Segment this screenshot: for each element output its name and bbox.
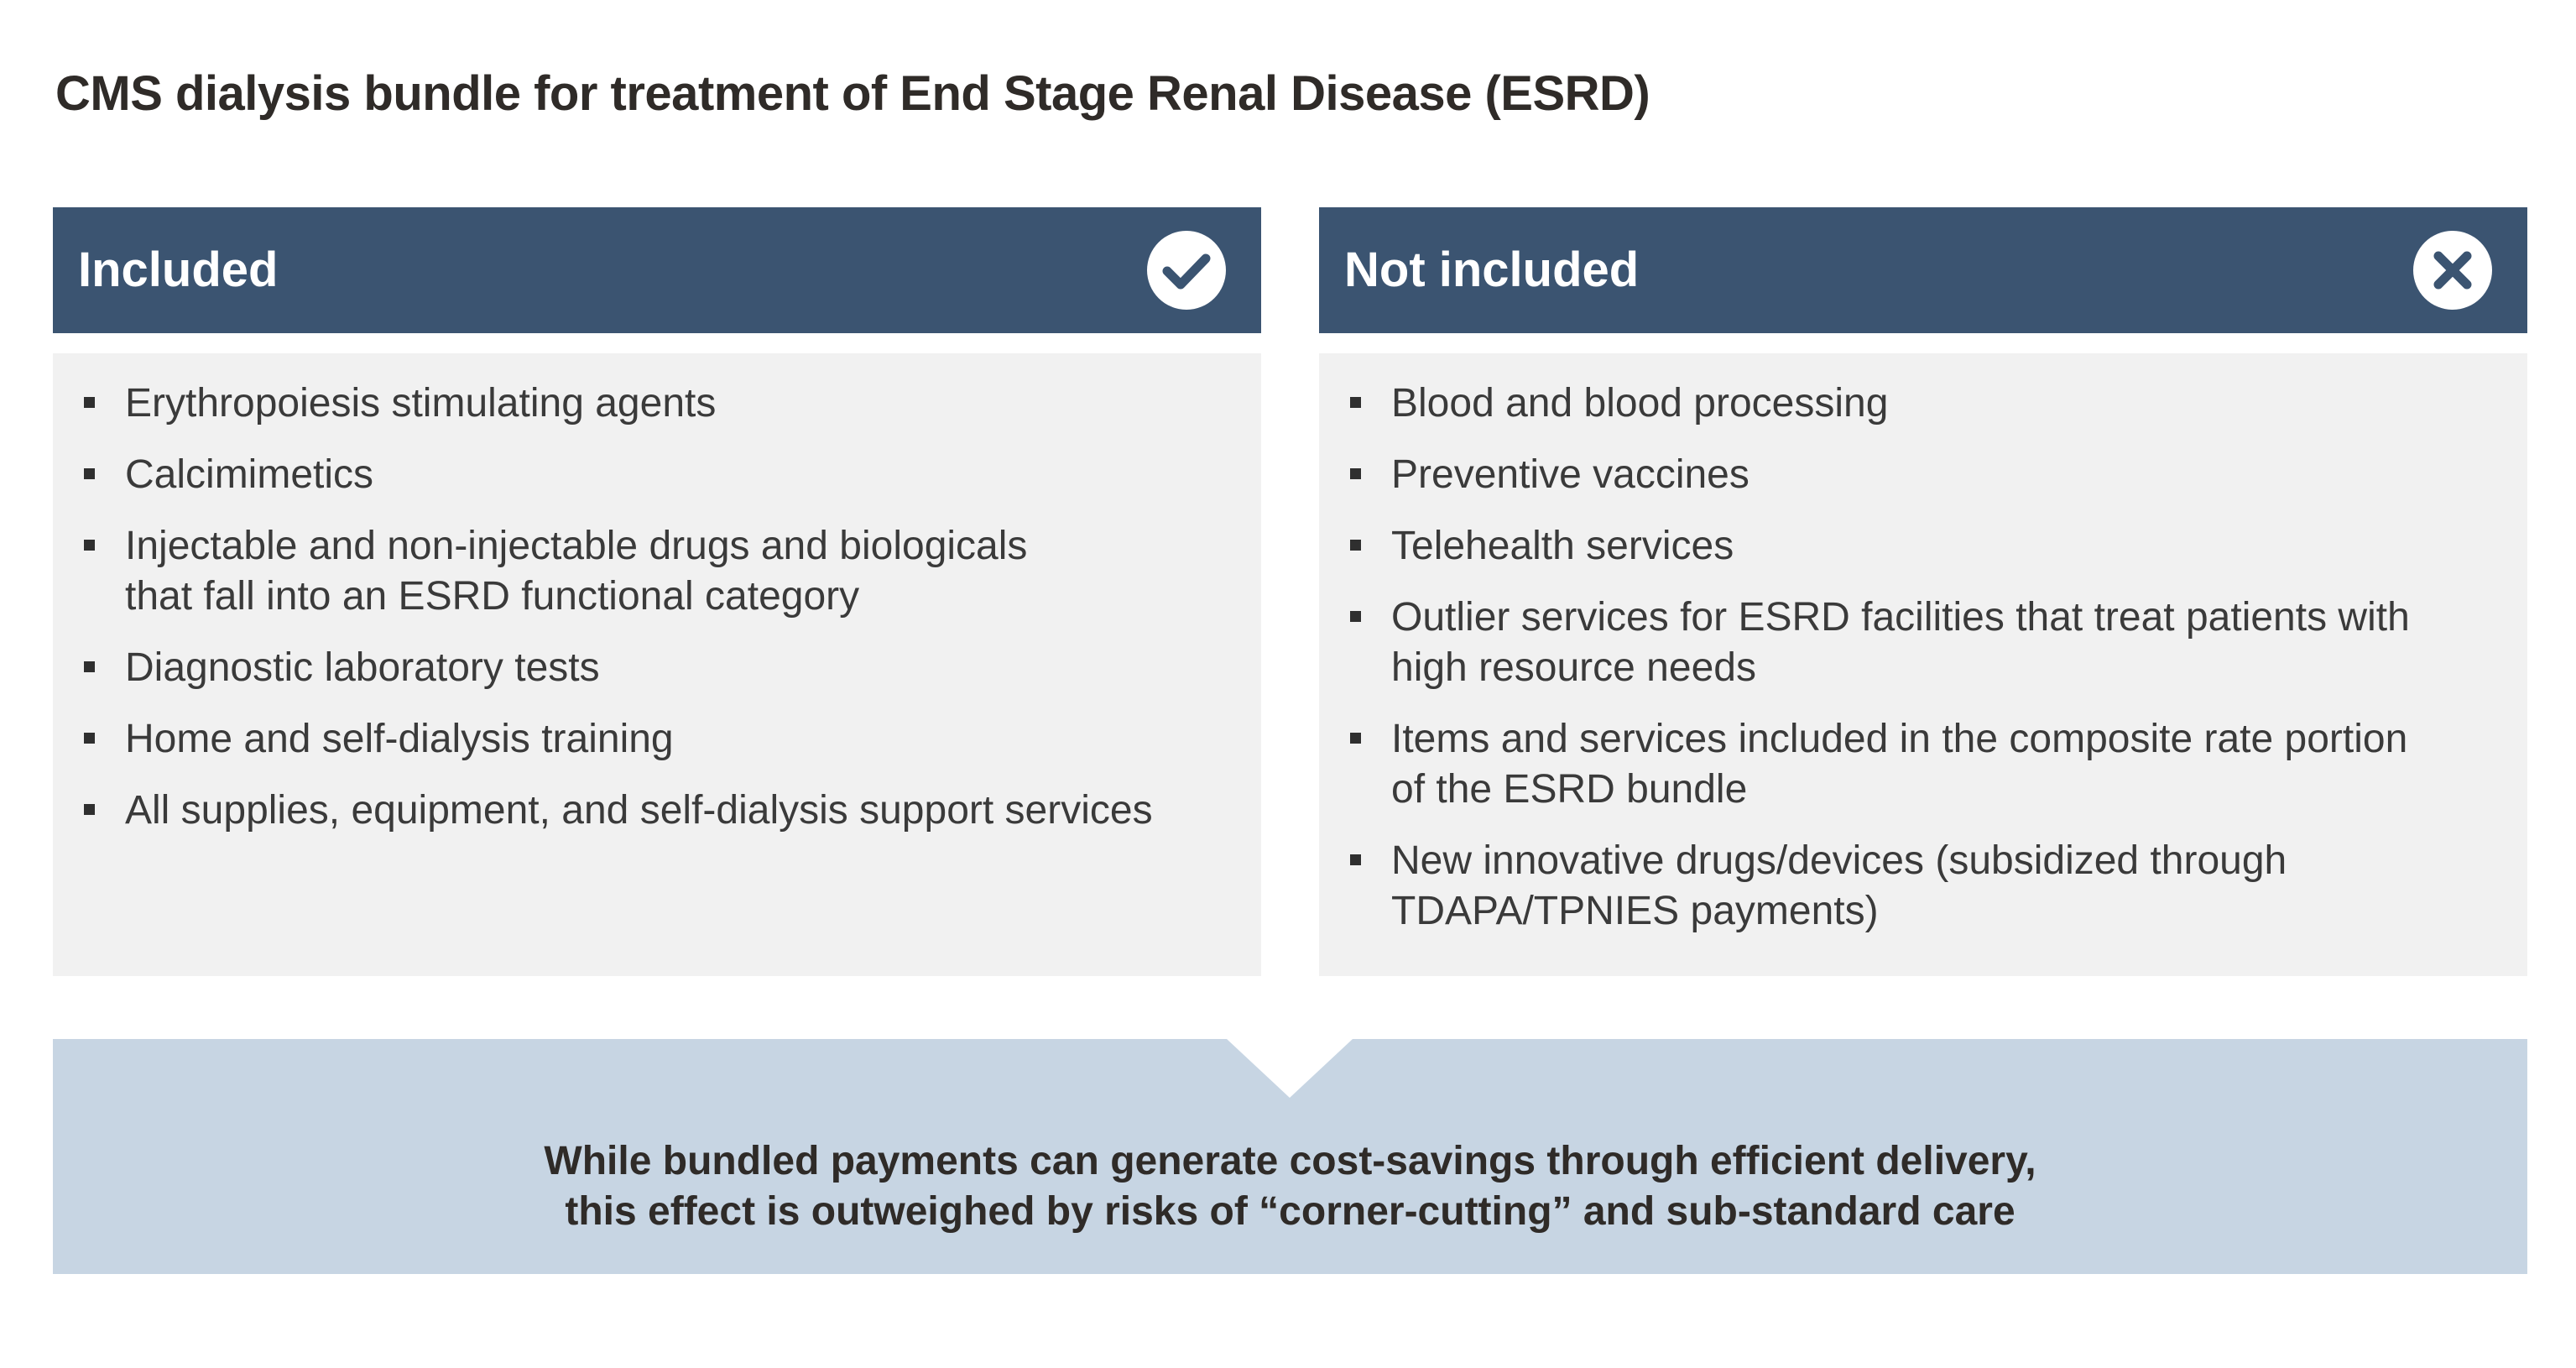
bullet-icon (84, 661, 95, 672)
bullet-icon (1350, 733, 1361, 744)
included-item-text: Calcimimetics (125, 452, 374, 497)
not-included-item-text: Outlier services for ESRD facilities that treat patients with (1391, 595, 2410, 640)
bullet-icon (1350, 468, 1361, 479)
not-included-item-text: Preventive vaccines (1391, 452, 1749, 497)
bullet-icon (84, 540, 95, 551)
included-item (53, 786, 1228, 836)
not-included-list (1319, 379, 2494, 937)
bullet-icon (84, 804, 95, 815)
included-item-text: All supplies, equipment, and self-dialysis support services (125, 788, 1153, 833)
not-included-item-text: of the ESRD bundle (1391, 767, 1748, 812)
bullet-icon (84, 468, 95, 479)
check-circle-icon (1147, 231, 1226, 310)
conclusion-box (53, 1039, 2527, 1274)
conclusion-line-2: this effect is outweighed by risks of “corner-cutting” and sub-standard care (565, 1189, 2015, 1234)
included-header-label: Included (78, 243, 279, 297)
not-included-item (1319, 450, 2494, 500)
conclusion-line-1: While bundled payments can generate cost-savings through efficient delivery, (544, 1139, 2036, 1183)
not-included-item-text: New innovative drugs/devices (subsidized through (1391, 838, 2287, 883)
not-included-item (1319, 521, 2494, 572)
included-list (53, 379, 1228, 836)
included-item (53, 714, 1228, 765)
bullet-icon (84, 733, 95, 744)
not-included-item-text: high resource needs (1391, 645, 1756, 690)
conclusion-text (53, 1136, 2527, 1237)
included-item-text: Injectable and non-injectable drugs and biologicals (125, 524, 1028, 568)
included-item-text: Home and self-dialysis training (125, 717, 674, 761)
included-item-text: Diagnostic laboratory tests (125, 645, 600, 690)
not-included-item (1319, 714, 2494, 815)
not-included-list-panel (1319, 353, 2527, 976)
not-included-item (1319, 593, 2494, 693)
bullet-icon (1350, 540, 1361, 551)
x-circle-icon (2413, 231, 2492, 310)
not-included-item-text: Telehealth services (1391, 524, 1734, 568)
bullet-icon (1350, 397, 1361, 408)
not-included-item-text: TDAPA/TPNIES payments) (1391, 889, 1879, 933)
included-item-text: Erythropoiesis stimulating agents (125, 381, 717, 426)
included-item (53, 450, 1228, 500)
included-list-panel (53, 353, 1261, 976)
not-included-item (1319, 379, 2494, 429)
bullet-icon (84, 397, 95, 408)
not-included-item (1319, 836, 2494, 937)
not-included-item-text: Blood and blood processing (1391, 381, 1889, 426)
not-included-header (1319, 207, 2527, 333)
bullet-icon (1350, 854, 1361, 865)
page-title: CMS dialysis bundle for treatment of End Stage Renal Disease (ESRD) (55, 66, 1650, 121)
bullet-icon (1350, 611, 1361, 622)
included-item (53, 521, 1228, 622)
not-included-header-label: Not included (1344, 243, 1640, 297)
conclusion-pointer (1227, 1039, 1353, 1098)
not-included-item-text: Items and services included in the composite rate portion (1391, 717, 2408, 761)
included-item-text: that fall into an ESRD functional category (125, 574, 860, 619)
included-item (53, 379, 1228, 429)
included-header (53, 207, 1261, 333)
included-item (53, 643, 1228, 693)
